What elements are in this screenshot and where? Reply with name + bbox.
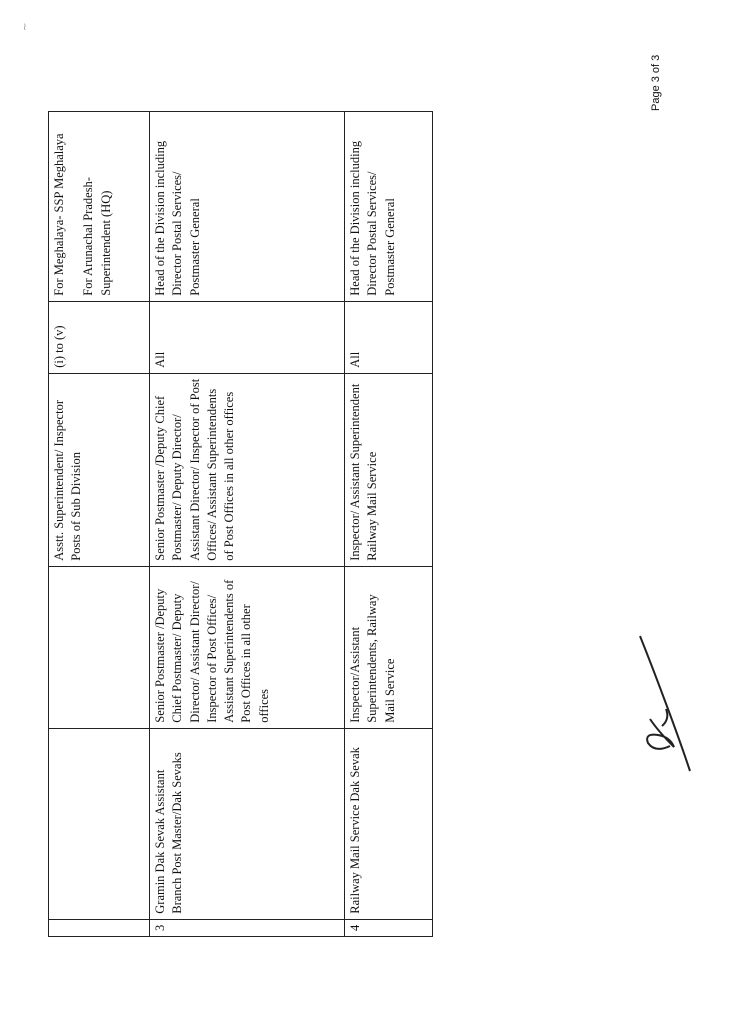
penalties-cell: All	[345, 301, 433, 373]
page-number: Page 3 of 3	[650, 54, 662, 111]
authority-cell: Inspector/Assistant Superintendents, Railway Mail Service	[345, 566, 433, 728]
reviewing-arunachal: For Arunachal Pradesh- Superintendent (HQ)	[81, 177, 113, 296]
serial-number-cell: 3	[150, 919, 345, 936]
penalties-cell: (i) to (v)	[49, 301, 150, 373]
post-name-cell	[49, 728, 150, 919]
table-row	[345, 111, 433, 936]
post-name-cell: Gramin Dak Sevak Assistant Branch Post Master/Dak Sevaks	[150, 728, 345, 919]
signature	[600, 631, 710, 781]
table-row	[49, 111, 150, 936]
authority-cell	[49, 566, 150, 728]
authority-cell: Senior Postmaster /Deputy Chief Postmaster/ Deputy Director/ Assistant Director/ Inspector of Post Offices/ Assistant Superintendents of Post Offices in all other offices	[150, 566, 345, 728]
penalties-cell: All	[150, 301, 345, 373]
reviewing-authority-cell	[49, 111, 150, 301]
scan-mark: ~	[20, 22, 31, 31]
reviewing-authority-cell: Head of the Division including Director Postal Services/ Postmaster General	[345, 111, 433, 301]
postal-authority-table	[48, 111, 433, 937]
appellate-authority-cell: Inspector/ Assistant Superintendent Railway Mail Service	[345, 373, 433, 566]
serial-number-cell: 4	[345, 919, 433, 936]
post-name-cell: Railway Mail Service Dak Sevak	[345, 728, 433, 919]
reviewing-authority-cell: Head of the Division including Director Postal Services/ Postmaster General	[150, 111, 345, 301]
appellate-authority-cell: Asstt. Superintendent/ Inspector Posts of Sub Division	[49, 373, 150, 566]
serial-number-cell	[49, 919, 150, 936]
table-row	[150, 111, 345, 936]
appellate-authority-cell: Senior Postmaster /Deputy Chief Postmaster/ Deputy Director/ Assistant Director/ Inspector of Post Offices/ Assistant Superintendents of Post Offices in all other offices	[150, 373, 345, 566]
reviewing-meghalaya: For Meghalaya- SSP Meghalaya	[52, 133, 66, 296]
